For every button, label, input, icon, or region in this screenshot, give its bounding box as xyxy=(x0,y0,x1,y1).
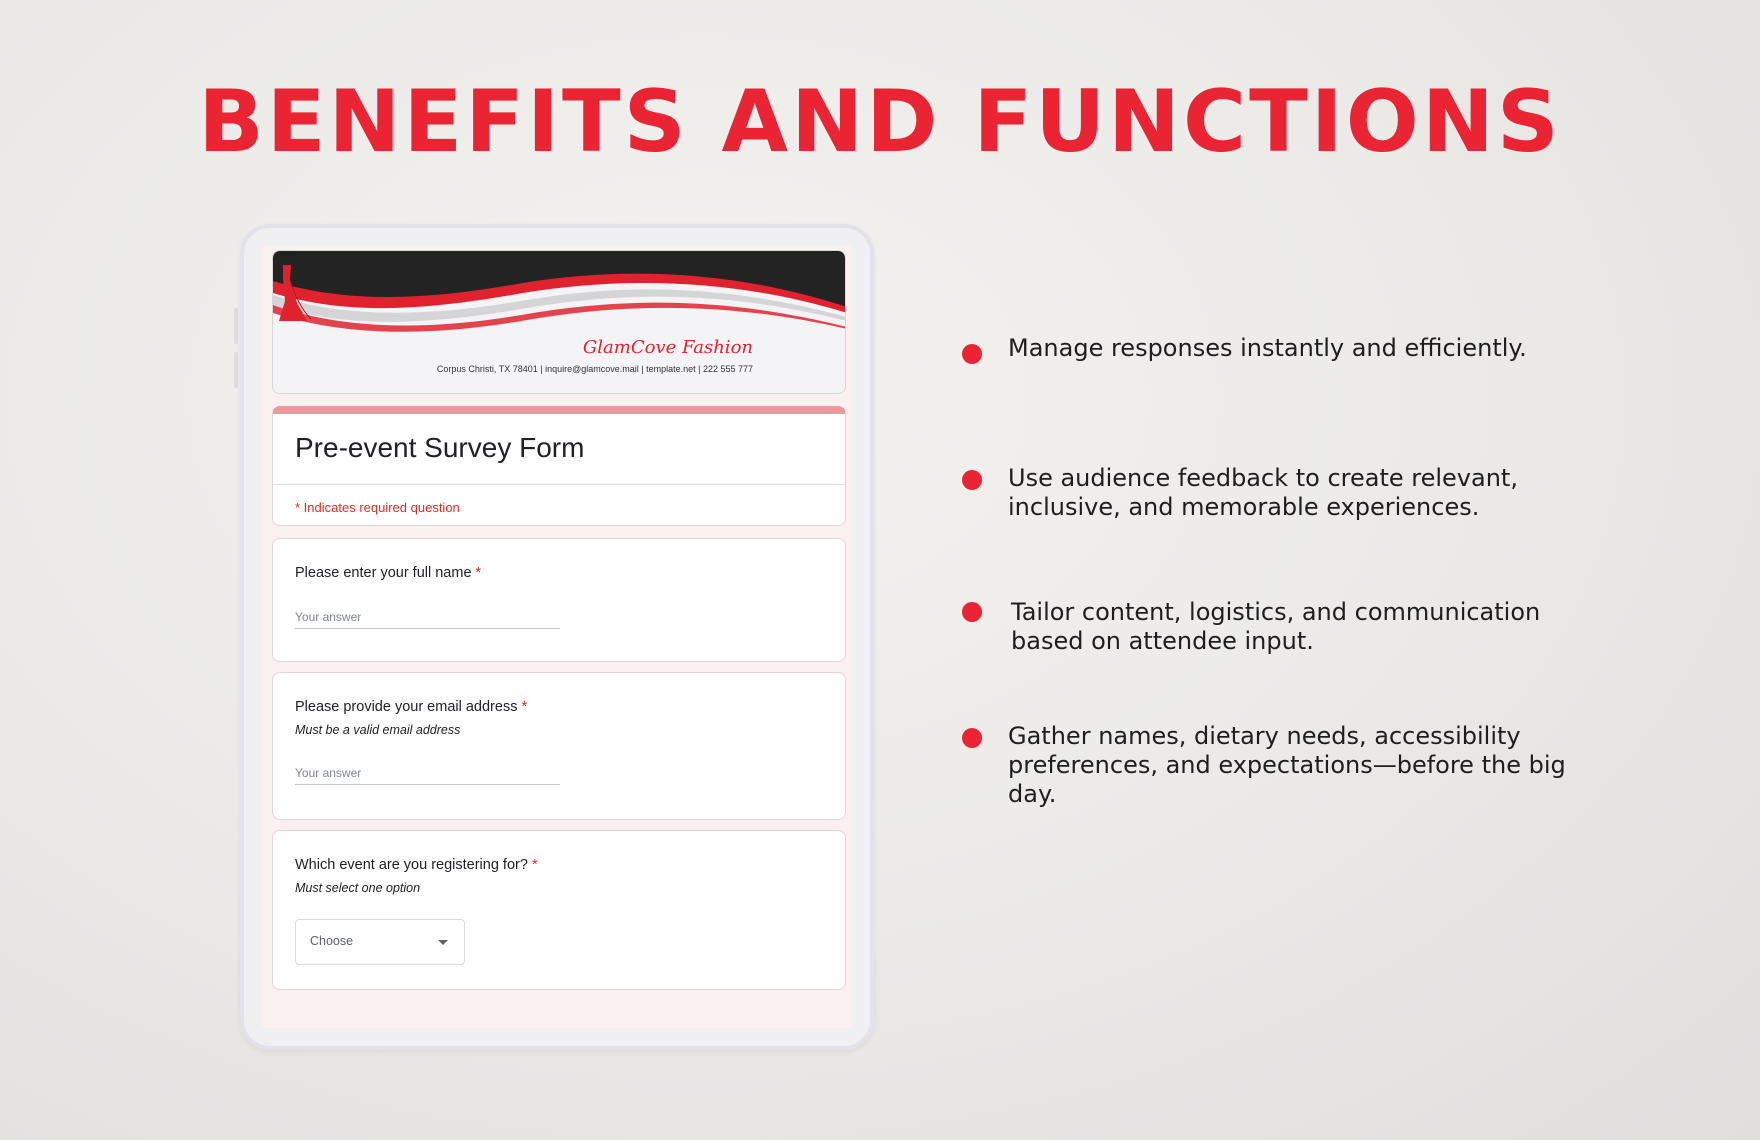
required-asterisk: * xyxy=(521,699,528,715)
form-title-card xyxy=(272,406,846,526)
question-text: Please enter your full name xyxy=(295,565,472,581)
email-input[interactable] xyxy=(295,761,560,785)
question-label xyxy=(295,565,481,581)
question-hint: Must select one option xyxy=(295,881,421,895)
page-title: BENEFITS AND FUNCTIONS xyxy=(198,72,1562,172)
benefit-text: Use audience feedback to create relevant, inclusive, and memorable experiences. xyxy=(1008,464,1518,521)
question-card-full-name xyxy=(272,538,846,662)
question-label xyxy=(295,857,538,873)
select-value: Choose xyxy=(310,934,354,948)
bullet-dot xyxy=(962,344,982,364)
brand-contact: Corpus Christi, TX 78401 | inquire@glamcove.mail | template.net | 222 555 777 xyxy=(436,364,753,374)
benefit-text: Gather names, dietary needs, accessibility preferences, and expectations—before the big day. xyxy=(1008,722,1566,808)
form-header-banner xyxy=(272,250,846,394)
bullet-dot xyxy=(962,602,982,622)
full-name-input[interactable] xyxy=(295,605,560,629)
event-select[interactable] xyxy=(295,919,465,965)
dress-icon xyxy=(273,251,313,323)
question-hint: Must be a valid email address xyxy=(295,723,461,737)
tablet-side-button xyxy=(234,308,238,344)
brand-name: GlamCove Fashion xyxy=(582,337,753,358)
question-label xyxy=(295,699,527,715)
benefit-text: Tailor content, logistics, and communication based on attendee input. xyxy=(1011,598,1541,655)
form-title: Pre-event Survey Form xyxy=(295,432,585,463)
question-text: Please provide your email address xyxy=(295,699,518,715)
bullet-dot xyxy=(962,728,982,748)
benefit-text: Manage responses instantly and efficiently. xyxy=(1008,334,1527,362)
form-screen xyxy=(262,246,852,1028)
divider xyxy=(273,484,845,485)
chevron-down-icon xyxy=(438,940,448,945)
bullet-dot xyxy=(962,470,982,490)
required-asterisk: * xyxy=(531,857,538,873)
required-asterisk: * xyxy=(475,565,482,581)
question-card-email xyxy=(272,672,846,820)
tablet-side-button xyxy=(234,352,238,388)
question-text: Which event are you registering for? xyxy=(295,857,528,873)
required-note: * Indicates required question xyxy=(295,500,460,515)
question-card-event xyxy=(272,830,846,990)
